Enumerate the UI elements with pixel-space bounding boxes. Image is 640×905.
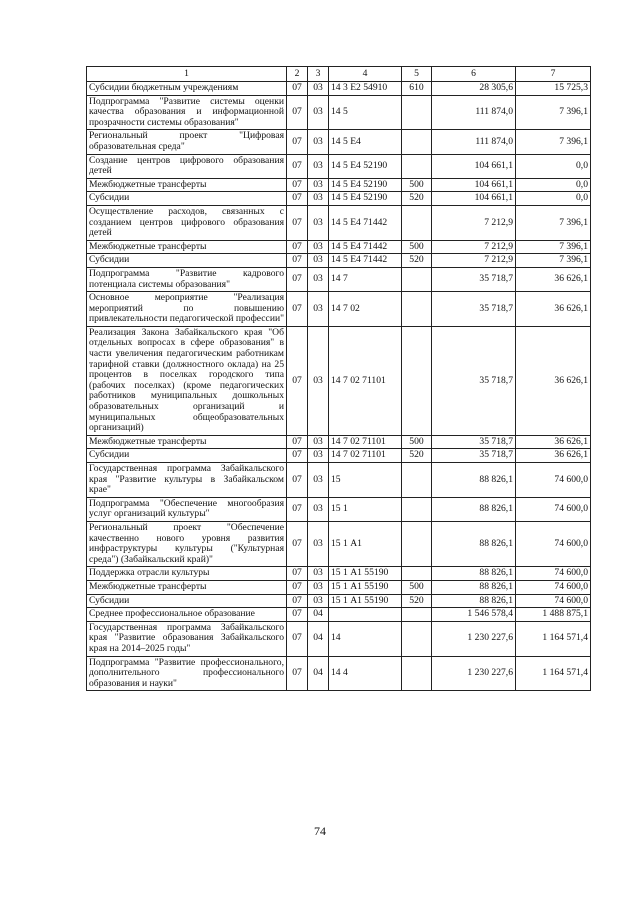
row-name: Подпрограмма "Развитие кадрового потенциала системы образования" [87, 267, 287, 291]
row-amount-2: 36 626,1 [516, 326, 591, 435]
row-amount-1: 28 305,6 [432, 82, 516, 96]
row-amount-2: 7 396,1 [516, 130, 591, 154]
row-amount-1: 88 826,1 [432, 463, 516, 498]
row-amount-1: 35 718,7 [432, 435, 516, 449]
table-row [87, 254, 591, 268]
row-subsection: 03 [308, 567, 329, 581]
row-expense-type: 500 [402, 178, 432, 192]
row-name: Субсидии [87, 254, 287, 268]
row-section: 07 [287, 192, 308, 206]
row-amount-1: 1 230 227,6 [432, 621, 516, 656]
row-name: Государственная программа Забайкальского края "Развитие образования Забайкальского края на 2014–2025 годы" [87, 621, 287, 656]
row-target-article: 15 1 [329, 497, 402, 521]
row-subsection: 03 [308, 292, 329, 327]
row-name: Межбюджетные трансферты [87, 580, 287, 594]
row-section: 07 [287, 435, 308, 449]
row-amount-1: 7 212,9 [432, 254, 516, 268]
table-row [87, 82, 591, 96]
row-amount-2: 0,0 [516, 178, 591, 192]
row-subsection: 03 [308, 594, 329, 608]
row-expense-type: 520 [402, 192, 432, 206]
row-amount-1: 35 718,7 [432, 292, 516, 327]
row-amount-1: 88 826,1 [432, 594, 516, 608]
row-expense-type [402, 567, 432, 581]
header-cell-amount-1: 6 [432, 67, 516, 82]
row-amount-1: 88 826,1 [432, 521, 516, 566]
table-row [87, 497, 591, 521]
row-section: 07 [287, 521, 308, 566]
row-name: Межбюджетные трансферты [87, 240, 287, 254]
row-expense-type [402, 621, 432, 656]
row-subsection: 03 [308, 192, 329, 206]
row-expense-type [402, 463, 432, 498]
row-subsection: 03 [308, 497, 329, 521]
row-amount-2: 7 396,1 [516, 254, 591, 268]
row-expense-type [402, 656, 432, 691]
header-cell-subsection: 3 [308, 67, 329, 82]
row-amount-2: 1 488 875,1 [516, 608, 591, 622]
table-row [87, 594, 591, 608]
row-subsection: 03 [308, 463, 329, 498]
row-amount-2: 74 600,0 [516, 567, 591, 581]
row-subsection: 03 [308, 154, 329, 178]
row-target-article: 14 3 Е2 54910 [329, 82, 402, 96]
row-target-article: 15 1 А1 55190 [329, 567, 402, 581]
row-expense-type: 500 [402, 240, 432, 254]
row-expense-type: 500 [402, 435, 432, 449]
row-name: Подпрограмма "Обеспечение многообразия услуг организаций культуры" [87, 497, 287, 521]
row-name: Региональный проект "Обеспечение качественно нового уровня развития инфраструктуры культуры ("Культурная среда") (Забайкальский край)" [87, 521, 287, 566]
row-target-article: 15 1 А1 55190 [329, 580, 402, 594]
row-expense-type [402, 608, 432, 622]
row-target-article: 14 5 Е4 71442 [329, 254, 402, 268]
row-section: 07 [287, 205, 308, 240]
row-amount-2: 7 396,1 [516, 95, 591, 130]
row-section: 07 [287, 82, 308, 96]
row-subsection: 03 [308, 178, 329, 192]
row-section: 07 [287, 497, 308, 521]
row-target-article: 14 7 [329, 267, 402, 291]
row-subsection: 03 [308, 240, 329, 254]
row-amount-2: 74 600,0 [516, 521, 591, 566]
row-subsection: 03 [308, 254, 329, 268]
row-section: 07 [287, 608, 308, 622]
row-section: 07 [287, 154, 308, 178]
row-target-article: 14 5 Е4 52190 [329, 192, 402, 206]
row-target-article: 14 7 02 71101 [329, 435, 402, 449]
row-amount-1: 88 826,1 [432, 580, 516, 594]
row-subsection: 03 [308, 82, 329, 96]
row-expense-type [402, 154, 432, 178]
row-amount-2: 7 396,1 [516, 240, 591, 254]
table-row [87, 326, 591, 435]
row-name: Осуществление расходов, связанных с созданием центров цифрового образования детей [87, 205, 287, 240]
table-row [87, 463, 591, 498]
row-target-article: 14 5 Е4 [329, 130, 402, 154]
row-amount-1: 104 661,1 [432, 178, 516, 192]
row-target-article: 15 [329, 463, 402, 498]
row-amount-1: 104 661,1 [432, 154, 516, 178]
row-amount-1: 35 718,7 [432, 267, 516, 291]
row-amount-2: 36 626,1 [516, 292, 591, 327]
row-section: 07 [287, 656, 308, 691]
row-target-article: 15 1 А1 55190 [329, 594, 402, 608]
row-target-article: 14 5 Е4 71442 [329, 205, 402, 240]
row-subsection: 03 [308, 435, 329, 449]
row-target-article: 14 4 [329, 656, 402, 691]
row-section: 07 [287, 621, 308, 656]
row-section: 07 [287, 178, 308, 192]
header-cell-target-article: 4 [329, 67, 402, 82]
table-row [87, 95, 591, 130]
header-cell-expense-type: 5 [402, 67, 432, 82]
row-section: 07 [287, 594, 308, 608]
row-target-article: 14 [329, 621, 402, 656]
row-name: Поддержка отрасли культуры [87, 567, 287, 581]
table-row [87, 130, 591, 154]
row-section: 07 [287, 326, 308, 435]
table-row [87, 567, 591, 581]
row-amount-2: 0,0 [516, 154, 591, 178]
row-name: Региональный проект "Цифровая образовательная среда" [87, 130, 287, 154]
row-amount-2: 36 626,1 [516, 435, 591, 449]
row-name: Подпрограмма "Развитие профессионального, дополнительного профессионального образования и науки" [87, 656, 287, 691]
table-row [87, 435, 591, 449]
row-subsection: 03 [308, 580, 329, 594]
row-target-article: 14 5 [329, 95, 402, 130]
table-row [87, 580, 591, 594]
row-subsection: 04 [308, 656, 329, 691]
header-cell-amount-2: 7 [516, 67, 591, 82]
row-subsection: 03 [308, 205, 329, 240]
table-row [87, 292, 591, 327]
table-row [87, 449, 591, 463]
row-subsection: 03 [308, 130, 329, 154]
row-subsection: 03 [308, 267, 329, 291]
page-number: 74 [314, 824, 326, 838]
row-subsection: 03 [308, 521, 329, 566]
row-name: Межбюджетные трансферты [87, 435, 287, 449]
table-row [87, 267, 591, 291]
row-amount-1: 7 212,9 [432, 205, 516, 240]
row-expense-type [402, 521, 432, 566]
row-name: Создание центров цифрового образования детей [87, 154, 287, 178]
row-amount-2: 74 600,0 [516, 463, 591, 498]
row-amount-2: 1 164 571,4 [516, 621, 591, 656]
row-expense-type: 520 [402, 594, 432, 608]
row-name: Государственная программа Забайкальского края "Развитие культуры в Забайкальском крае" [87, 463, 287, 498]
row-section: 07 [287, 254, 308, 268]
table-row [87, 192, 591, 206]
row-amount-1: 104 661,1 [432, 192, 516, 206]
row-amount-1: 88 826,1 [432, 497, 516, 521]
row-amount-2: 1 164 571,4 [516, 656, 591, 691]
table-body [87, 82, 591, 691]
row-expense-type: 520 [402, 449, 432, 463]
row-name: Субсидии [87, 449, 287, 463]
table-row [87, 621, 591, 656]
row-subsection: 04 [308, 621, 329, 656]
row-expense-type: 500 [402, 580, 432, 594]
table-row [87, 205, 591, 240]
row-target-article: 15 1 А1 [329, 521, 402, 566]
row-target-article: 14 5 Е4 52190 [329, 178, 402, 192]
row-section: 07 [287, 267, 308, 291]
row-expense-type [402, 267, 432, 291]
row-amount-1: 1 546 578,4 [432, 608, 516, 622]
row-target-article: 14 7 02 71101 [329, 449, 402, 463]
table-row [87, 521, 591, 566]
row-section: 07 [287, 463, 308, 498]
row-amount-2: 36 626,1 [516, 449, 591, 463]
row-amount-1: 111 874,0 [432, 130, 516, 154]
row-amount-2: 15 725,3 [516, 82, 591, 96]
row-amount-2: 7 396,1 [516, 205, 591, 240]
row-name: Субсидии [87, 192, 287, 206]
table-row [87, 608, 591, 622]
row-name: Межбюджетные трансферты [87, 178, 287, 192]
row-amount-2: 0,0 [516, 192, 591, 206]
row-amount-2: 74 600,0 [516, 580, 591, 594]
row-amount-2: 36 626,1 [516, 267, 591, 291]
row-name: Основное мероприятие "Реализация мероприятий по повышению привлекательности педагогической профессии" [87, 292, 287, 327]
header-row [87, 67, 591, 82]
row-expense-type [402, 205, 432, 240]
row-subsection: 03 [308, 326, 329, 435]
row-section: 07 [287, 292, 308, 327]
table-row [87, 656, 591, 691]
header-cell-name: 1 [87, 67, 287, 82]
row-target-article [329, 608, 402, 622]
header-cell-section: 2 [287, 67, 308, 82]
row-expense-type [402, 326, 432, 435]
row-section: 07 [287, 130, 308, 154]
row-subsection: 03 [308, 449, 329, 463]
row-amount-2: 74 600,0 [516, 497, 591, 521]
row-expense-type: 520 [402, 254, 432, 268]
row-name: Субсидии [87, 594, 287, 608]
row-name: Подпрограмма "Развитие системы оценки качества образования и информационной прозрачности системы образования" [87, 95, 287, 130]
row-expense-type [402, 292, 432, 327]
row-target-article: 14 5 Е4 52190 [329, 154, 402, 178]
row-expense-type [402, 130, 432, 154]
row-amount-1: 7 212,9 [432, 240, 516, 254]
row-name: Реализация Закона Забайкальского края "Об отдельных вопросах в сфере образования" в части увеличения педагогическим работникам тарифной ставки (должностного оклада) на 25 процентов в поселках городского типа (рабочих поселках) (кроме педагогических работников муниципальных дошкольных образовательных организаций и муниципальных общеобразовательных организаций) [87, 326, 287, 435]
row-amount-2: 74 600,0 [516, 594, 591, 608]
table-row [87, 240, 591, 254]
row-name: Субсидии бюджетным учреждениям [87, 82, 287, 96]
row-section: 07 [287, 580, 308, 594]
row-subsection: 04 [308, 608, 329, 622]
row-section: 07 [287, 240, 308, 254]
row-section: 07 [287, 449, 308, 463]
row-target-article: 14 7 02 [329, 292, 402, 327]
row-amount-1: 1 230 227,6 [432, 656, 516, 691]
row-amount-1: 88 826,1 [432, 567, 516, 581]
row-expense-type [402, 95, 432, 130]
row-section: 07 [287, 567, 308, 581]
table-row [87, 178, 591, 192]
row-name: Среднее профессиональное образование [87, 608, 287, 622]
table-row [87, 154, 591, 178]
row-target-article: 14 7 02 71101 [329, 326, 402, 435]
row-expense-type: 610 [402, 82, 432, 96]
row-section: 07 [287, 95, 308, 130]
row-expense-type [402, 497, 432, 521]
row-target-article: 14 5 Е4 71442 [329, 240, 402, 254]
row-subsection: 03 [308, 95, 329, 130]
budget-table [86, 66, 591, 691]
row-amount-1: 35 718,7 [432, 449, 516, 463]
row-amount-1: 35 718,7 [432, 326, 516, 435]
row-amount-1: 111 874,0 [432, 95, 516, 130]
